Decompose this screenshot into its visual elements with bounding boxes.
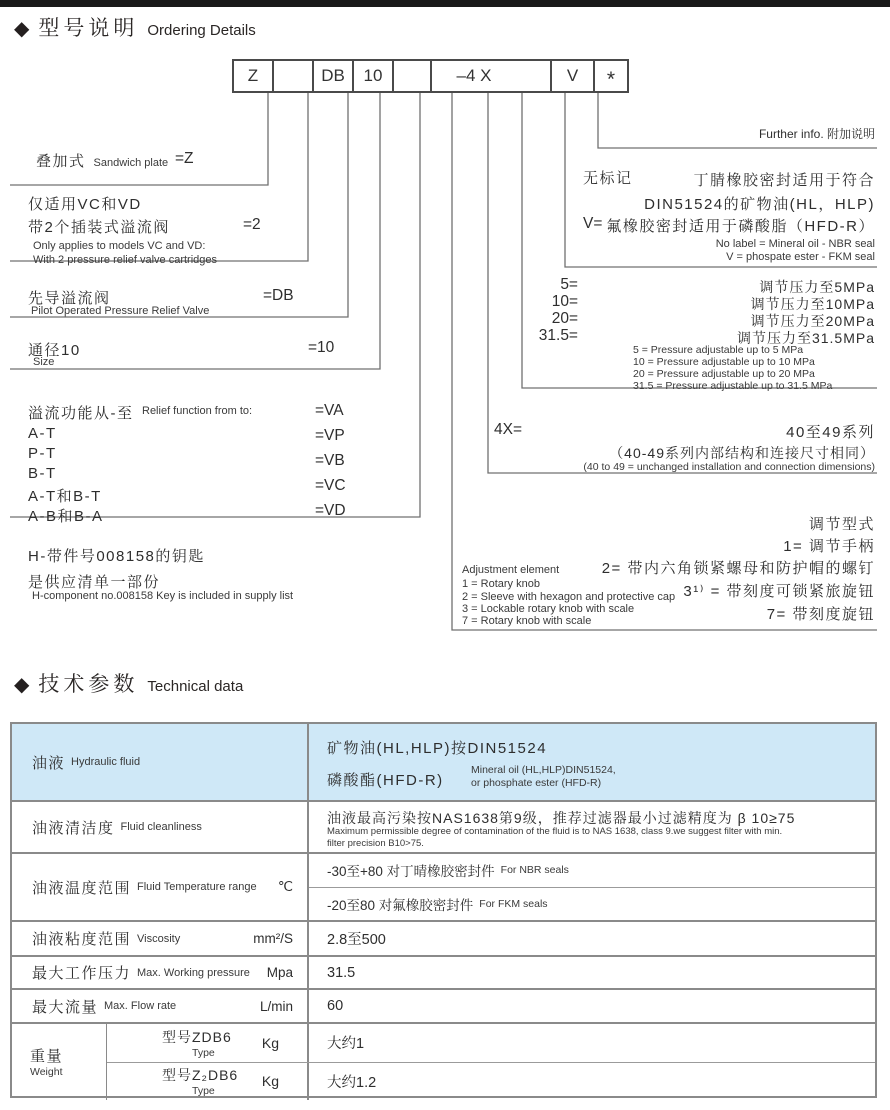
size-zh: 通径10	[28, 342, 81, 359]
adjustment-item-en: 1 = Rotary knob	[462, 578, 540, 590]
table-row-fluid	[12, 724, 875, 802]
pressure-key: 20=	[551, 310, 578, 327]
table-row-weight	[12, 1024, 875, 1100]
max-pressure-unit: Mpa	[266, 965, 293, 980]
max-flow-unit: L/min	[259, 998, 293, 1014]
fluid-value-2: 磷酸酯(HFD-R)	[327, 772, 444, 789]
weight-value-cell	[309, 1063, 875, 1101]
cleanliness-value-en2: filter precision B10>75.	[327, 838, 424, 849]
pressure-zh: 调节压力至5MPa	[759, 279, 875, 295]
temperature-nbr-row	[309, 854, 875, 888]
temperature-value-cell	[309, 854, 875, 920]
two-valves-en1: Only applies to models VC and VD:	[33, 240, 206, 252]
relief-code: =VC	[315, 477, 346, 494]
relief-code: =VD	[315, 502, 346, 519]
diamond-icon: ◆	[14, 674, 30, 696]
seals-zh1: 丁腈橡胶密封适用于符合	[693, 172, 875, 189]
cleanliness-value-en1: Maximum permissible degree of contamination of the fluid is to NAS 1638, class 9.we suggest filter with min.	[327, 826, 783, 837]
pressure-zh: 调节压力至20MPa	[750, 313, 875, 329]
relief-title-zh: 溢流功能从-至	[28, 405, 134, 422]
weight-type-cell	[107, 1063, 309, 1101]
weight-type-zh: 型号Z₂DB6	[162, 1067, 239, 1083]
weight-row-zdb6	[107, 1024, 875, 1063]
table-row-viscosity	[12, 922, 875, 957]
seals-zh2: DIN51524的矿物油(HL，HLP)	[644, 196, 875, 213]
pressure-en: 5 = Pressure adjustable up to 5 MPa	[633, 344, 804, 356]
viscosity-value: 2.8至500	[327, 932, 386, 948]
table-row-cleanliness	[12, 802, 875, 854]
seals-en2: V = phospate ester - FKM seal	[726, 251, 875, 263]
further-info-label: Further info. 附加说明	[758, 127, 875, 141]
adjustment-item-en: 7 = Rotary knob with scale	[462, 615, 592, 627]
table-row-max-pressure	[12, 957, 875, 990]
relief-code: =VA	[315, 402, 344, 419]
cleanliness-value: 油液最高污染按NAS1638第9级，推荐过滤器最小过滤精度为 β 10≥75	[327, 810, 796, 826]
ordering-details-title	[14, 12, 256, 42]
relief-code: =VP	[315, 427, 345, 444]
cleanliness-value-cell	[309, 802, 875, 852]
series-key: 4X=	[494, 421, 523, 438]
max-pressure-label-cell	[12, 957, 309, 988]
seals-zh3: 氟橡胶密封适用于磷酸脂（HFD-R）	[606, 218, 875, 235]
pressure-key: 31.5=	[538, 327, 578, 344]
cleanliness-label-cell	[12, 802, 309, 852]
weight-label-en: Weight	[30, 1066, 63, 1079]
technical-data-table	[10, 722, 877, 1098]
ordering-title-en: Ordering Details	[147, 22, 256, 39]
table-row-max-flow	[12, 990, 875, 1024]
cleanliness-label-en: Fluid cleanliness	[120, 821, 202, 833]
code-box-star: *	[593, 59, 629, 93]
max-flow-label-cell	[12, 990, 309, 1022]
h-note-en: H-component no.008158 Key is included in supply list	[32, 590, 294, 602]
adjustment-item-en: 2 = Sleeve with hexagon and protective cap	[462, 591, 676, 603]
technical-title-zh: 技术参数	[38, 673, 139, 696]
adjustment-item-en: 3 = Lockable rotary knob with scale	[462, 603, 635, 615]
viscosity-label-en: Viscosity	[137, 932, 181, 945]
fluid-label-zh: 油液	[32, 754, 66, 772]
ordering-title-zh: 型号说明	[38, 17, 139, 40]
two-valves-code: =2	[243, 216, 261, 233]
fluid-value-en1: Mineral oil (HL,HLP)DIN51524,	[471, 764, 616, 776]
weight-type-cell	[107, 1024, 309, 1062]
weight-type-zh: 型号ZDB6	[162, 1028, 232, 1045]
relief-item: P-T	[28, 445, 57, 462]
adjustment-item-zh: 1= 调节手柄	[783, 538, 875, 555]
technical-data-title	[14, 668, 243, 698]
temperature-value-fkm-en: For FKM seals	[479, 897, 548, 910]
size-code: =10	[308, 339, 335, 356]
weight-unit: Kg	[261, 1034, 279, 1051]
weight-label-cell	[12, 1024, 107, 1100]
seals-no-label-key: 无标记	[583, 170, 633, 187]
two-valves-en2: With 2 pressure relief valve cartridges	[33, 254, 218, 266]
weight-unit: Kg	[261, 1073, 279, 1090]
code-box-4x: –4 X	[430, 59, 552, 93]
weight-value-cell	[309, 1024, 875, 1062]
sandwich-zh: 叠加式	[36, 153, 86, 170]
weight-label-zh: 重量	[30, 1048, 64, 1066]
model-code-boxes	[232, 59, 629, 93]
relief-title-en: Relief function from to:	[142, 405, 253, 417]
seals-v-key: V=	[583, 215, 603, 232]
pressure-en: 20 = Pressure adjustable up to 20 MPa	[633, 368, 815, 380]
sandwich-en: Sandwich plate	[93, 157, 169, 169]
pilot-zh: 先导溢流阀	[28, 290, 111, 307]
max-pressure-value-cell	[309, 957, 875, 988]
temperature-label-en: Fluid Temperature range	[137, 881, 257, 893]
code-box-z: Z	[232, 59, 274, 93]
temperature-value-nbr-en: For NBR seals	[500, 864, 569, 876]
weight-value: 大约1.2	[327, 1074, 377, 1091]
max-pressure-label-en: Max. Working pressure	[137, 966, 250, 979]
adjustment-item-zh: 2= 带内六角锁紧螺母和防护帽的螺钉	[601, 560, 875, 577]
h-note-zh1: H-带件号008158的钥匙	[28, 548, 205, 565]
relief-item: A-T和B-T	[28, 488, 102, 505]
code-box-v: V	[550, 59, 595, 93]
fluid-value-cell	[309, 724, 875, 800]
top-divider-bar	[0, 0, 890, 7]
pilot-code: =DB	[263, 287, 294, 304]
code-box-10: 10	[352, 59, 394, 93]
code-box-blank1	[272, 59, 314, 93]
weight-type-en: Type	[192, 1085, 215, 1097]
adjustment-title-en: Adjustment element	[462, 564, 560, 576]
adjustment-title-zh: 调节型式	[808, 516, 875, 533]
seals-en1: No label = Mineral oil - NBR seal	[715, 238, 875, 250]
series-note-en: (40 to 49 = unchanged installation and connection dimensions)	[583, 461, 875, 473]
max-flow-value: 60	[327, 998, 344, 1014]
max-flow-label-en: Max. Flow rate	[104, 1000, 177, 1012]
weight-sub-rows	[107, 1024, 875, 1100]
weight-row-z2db6	[107, 1063, 875, 1101]
max-flow-value-cell	[309, 990, 875, 1022]
pressure-zh: 调节压力至31.5MPa	[736, 330, 875, 346]
code-box-blank2	[392, 59, 432, 93]
weight-type-en: Type	[192, 1046, 215, 1059]
technical-title-en: Technical data	[147, 678, 244, 695]
two-valves-zh1: 仅适用VC和VD	[28, 196, 142, 213]
relief-code: =VB	[315, 452, 345, 469]
table-row-temperature	[12, 854, 875, 922]
series-note-zh: （40-49系列内部结构和连接尺寸相同）	[609, 445, 875, 461]
temperature-unit: ℃	[277, 879, 293, 894]
pilot-en: Pilot Operated Pressure Relief Valve	[31, 305, 210, 317]
temperature-value-nbr: -30至+80 对丁晴橡胶密封件	[327, 864, 495, 880]
max-flow-label-zh: 最大流量	[32, 998, 99, 1016]
fluid-value-en2: or phosphate ester (HFD-R)	[471, 777, 602, 789]
temperature-fkm-row	[309, 888, 875, 921]
relief-item: B-T	[28, 465, 57, 482]
sandwich-code: =Z	[175, 150, 194, 167]
fluid-label-cell	[12, 724, 309, 800]
diamond-icon: ◆	[14, 18, 30, 40]
temperature-label-cell	[12, 854, 309, 920]
viscosity-value-cell	[309, 922, 875, 955]
two-valves-zh2: 带2个插装式溢流阀	[28, 219, 170, 236]
max-pressure-label-zh: 最大工作压力	[32, 965, 132, 982]
viscosity-unit: mm²/S	[253, 931, 293, 946]
relief-item: A-T	[28, 425, 57, 442]
code-box-db: DB	[312, 59, 354, 93]
temperature-value-fkm: -20至80 对氟橡胶密封件	[327, 897, 474, 913]
adjustment-item-zh: 7= 带刻度旋钮	[766, 606, 875, 623]
pressure-zh: 调节压力至10MPa	[750, 296, 875, 312]
sandwich-plate-row	[36, 150, 168, 171]
viscosity-label-zh: 油液粘度范围	[32, 931, 132, 948]
h-note-zh2: 是供应清单一部份	[28, 574, 161, 591]
temperature-label-zh: 油液温度范围	[32, 879, 132, 897]
weight-value: 大约1	[327, 1036, 365, 1053]
size-en: Size	[33, 356, 55, 368]
series-zh: 40至49系列	[786, 424, 875, 441]
pressure-en: 31.5 = Pressure adjustable up to 31.5 MPa	[633, 380, 833, 392]
pressure-key: 10=	[551, 293, 578, 310]
viscosity-label-cell	[12, 922, 309, 955]
fluid-label-en: Hydraulic fluid	[71, 756, 141, 768]
max-pressure-value: 31.5	[327, 964, 356, 981]
adjustment-item-zh: 3¹⁾ = 带刻度可锁紧旅旋钮	[683, 583, 875, 600]
cleanliness-label-zh: 油液清洁度	[32, 819, 115, 837]
pressure-en: 10 = Pressure adjustable up to 10 MPa	[633, 356, 815, 368]
relief-item: A-B和B-A	[28, 508, 104, 525]
pressure-key: 5=	[560, 276, 578, 293]
fluid-value-1: 矿物油(HL,HLP)按DIN51524	[327, 740, 548, 757]
